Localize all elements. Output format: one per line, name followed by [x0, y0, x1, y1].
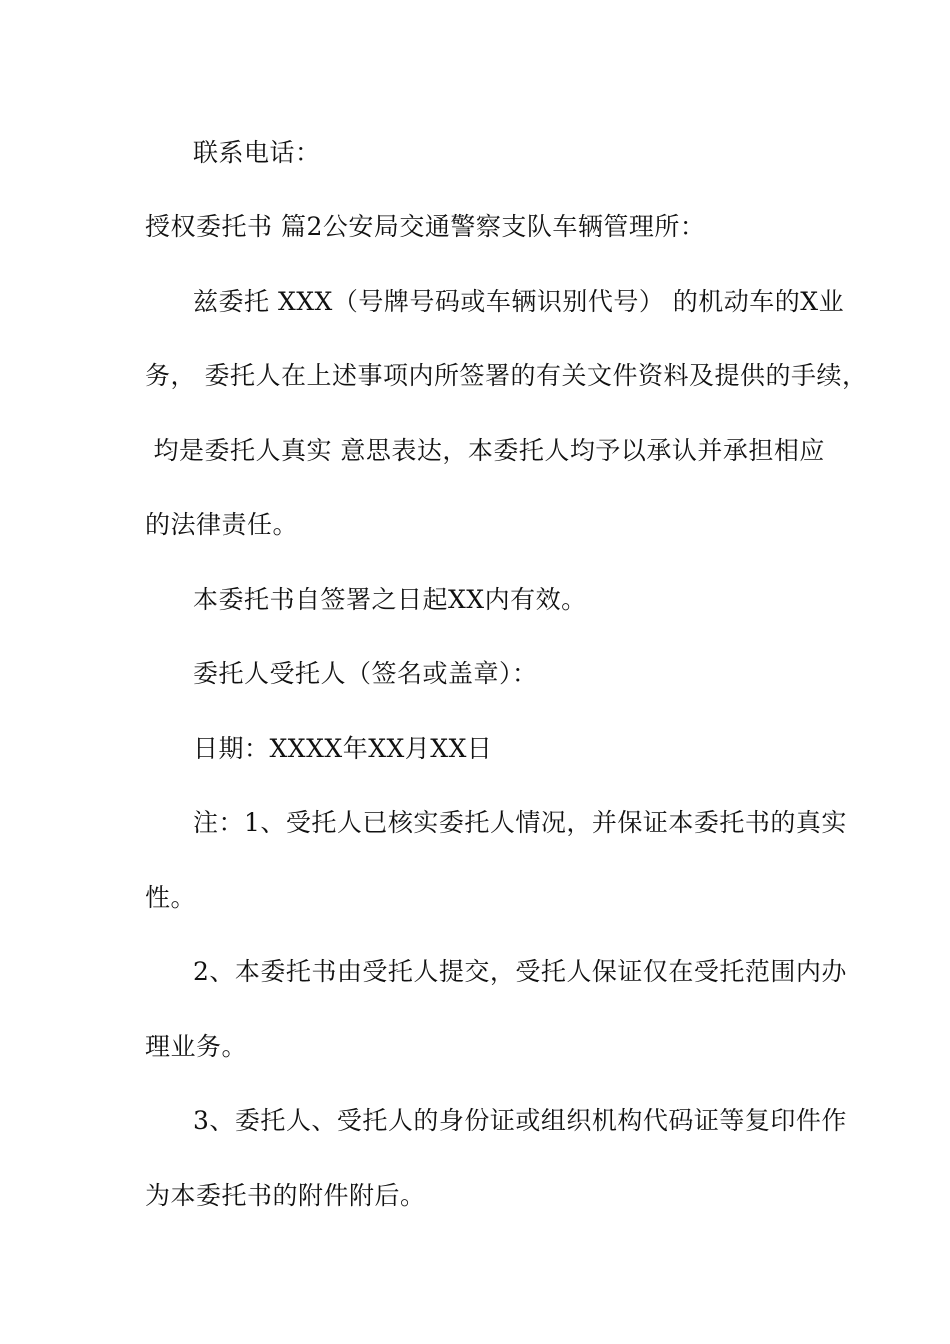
contact-phone-line: 联系电话：	[193, 138, 321, 167]
note-line: 为本委托书的附件附后。	[145, 1181, 426, 1210]
note-line: 3、委托人、受托人的身份证或组织机构代码证等复印件作	[193, 1106, 847, 1135]
paragraph-line: 的法律责任。	[145, 510, 299, 539]
document-heading-line: 授权委托书 篇2公安局交通警察支队车辆管理所：	[145, 212, 706, 241]
validity-line: 本委托书自签署之日起XX内有效。	[193, 585, 587, 614]
note-line: 注：1、受托人已核实委托人情况，并保证本委托书的真实	[193, 808, 847, 837]
date-line: 日期：XXXX年XX月XX日	[193, 734, 493, 763]
note-line: 2、本委托书由受托人提交，受托人保证仅在受托范围内办	[193, 957, 847, 986]
paragraph-line: 兹委托 XXX（号牌号码或车辆识别代号） 的机动车的X业	[193, 287, 845, 316]
note-line: 理业务。	[145, 1032, 248, 1061]
signature-line: 委托人受托人（签名或盖章）：	[193, 659, 538, 688]
paragraph-line: 均是委托人真实 意思表达，本委托人均予以承认并承担相应	[145, 436, 825, 465]
paragraph-line: 务， 委托人在上述事项内所签署的有关文件资料及提供的手续，	[145, 361, 868, 390]
note-line: 性。	[145, 883, 197, 912]
